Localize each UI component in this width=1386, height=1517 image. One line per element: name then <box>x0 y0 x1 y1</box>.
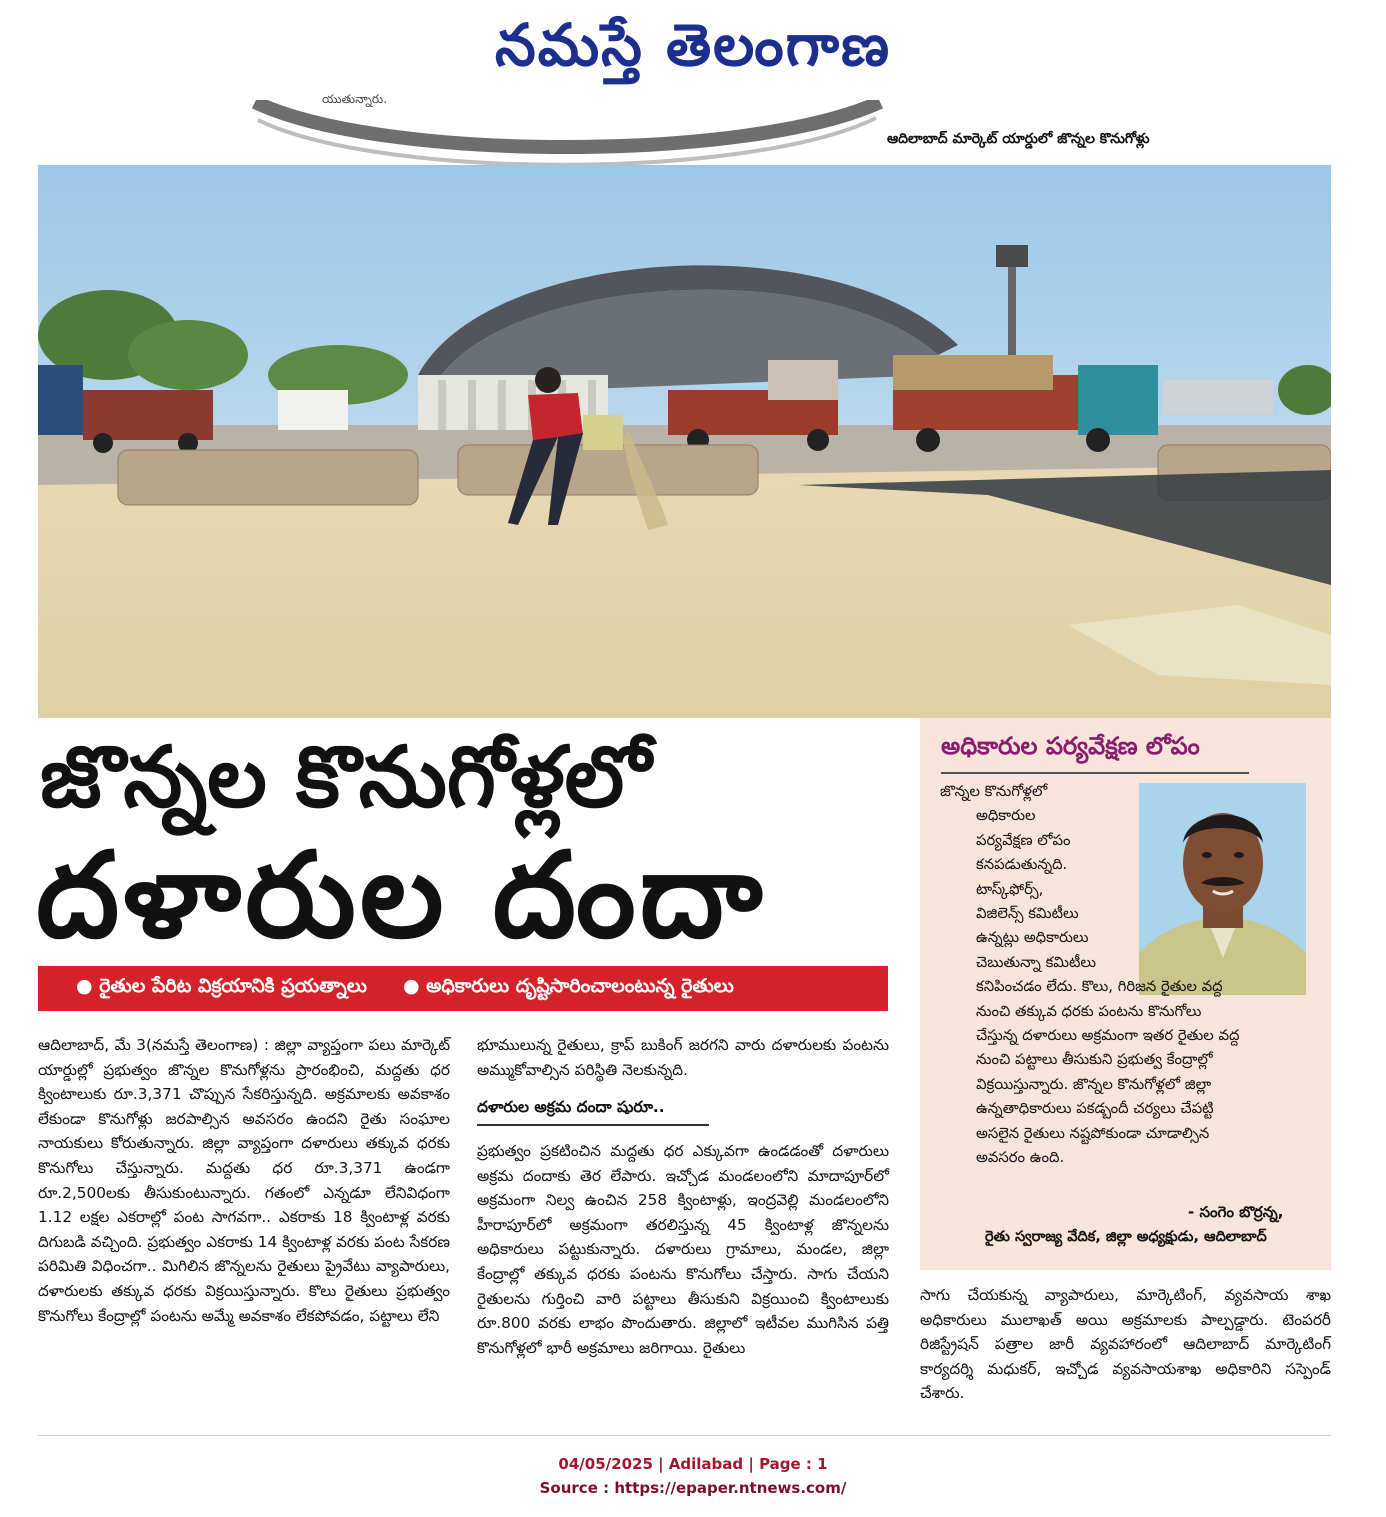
sidebar-line: పర్యవేక్షణ లోపం <box>976 831 1071 849</box>
masthead-title: నమస్తే తెలంగాణ <box>495 11 891 79</box>
headline-line-2: దళారుల దందా <box>36 826 767 964</box>
sidebar-quote <box>940 780 1315 1171</box>
sidebar-author: - సంగెం బొర్రన్న, <box>1188 1203 1284 1221</box>
sidebar-line: అసలైన రైతులు నష్టపోకుండా చూడాల్సిన <box>976 1124 1210 1142</box>
subhead-item-2: ● అధికారులు దృష్టిసారించాలంటున్న రైతులు <box>403 975 734 1002</box>
article-column-middle-top: భూములున్న రైతులు, క్రాప్ బుకింగ్ జరగని వారు దళారులకు పంటను అమ్ముకోవాల్సిన పరిస్థితి నెలకున్నది. <box>477 1036 889 1079</box>
sidebar-line: కనపడుతున్నది. <box>976 856 1068 874</box>
sidebar-line: కనిపించడం లేదు. కొలు, గిరిజన రైతుల వద్ద <box>976 978 1223 996</box>
sidebar-line: చేస్తున్న దళారులు అక్రమంగా ఇతర రైతుల వద్ద <box>976 1027 1240 1045</box>
sidebar-line: అవసరం ఉంది. <box>976 1149 1065 1167</box>
sidebar-line: నుంచి పట్టాలు తీసుకుని ప్రభుత్వ కేంద్రాల్లో <box>976 1051 1213 1069</box>
sidebar-line: జొన్నల కొనుగోళ్లలో <box>940 783 1048 800</box>
market-yard-photo <box>38 165 1331 718</box>
headline-line-1: జొన్నల కొనుగోళ్లలో <box>40 728 652 826</box>
sidebar-line: విజిలెన్స్ కమిటీలు <box>976 905 1079 923</box>
footer-source-line: Source : https://epaper.ntnews.com/ <box>539 1479 847 1497</box>
bottom-divider <box>38 1435 1331 1436</box>
top-text-fragment: యుతున్నారు. <box>322 92 388 106</box>
subhead-bar <box>38 966 888 1011</box>
sidebar-line: ఉన్నతాధికారులు పకడ్బందీ చర్యలు చేపట్టి <box>976 1100 1214 1118</box>
sidebar-line: నుంచి తక్కువ ధరకు పంటను కొనుగోలు <box>976 1002 1202 1020</box>
article-subheading: దళారుల అక్రమ దందా షురూ.. <box>477 1098 709 1126</box>
sidebar-line: విక్రయిస్తున్నారు. జొన్నల కొనుగోళ్లలో జిల్లా <box>976 1075 1212 1093</box>
sidebar-title: అధికారుల పర్యవేక్షణ లోపం <box>941 732 1249 774</box>
sidebar-author-title: రైతు స్వరాజ్య వేదిక, జిల్లా అధ్యక్షుడు, ఆదిలాబాద్ <box>985 1229 1267 1245</box>
footer-date-line: 04/05/2025 | Adilabad | Page : 1 <box>558 1455 828 1473</box>
sidebar-line: ఉన్నట్లు అధికారులు <box>976 929 1089 947</box>
sidebar-line: అధికారుల <box>976 807 1036 825</box>
photo-caption: ఆదిలాబాద్ మార్కెట్ యార్డులో జొన్నల కొనుగోళ్లు <box>887 131 1150 147</box>
sidebar-line: చెబుతున్నా కమిటీలు <box>976 953 1097 971</box>
subhead-item-1: ● రైతుల పేరిట విక్రయానికి ప్రయత్నాలు <box>76 975 367 1002</box>
article-column-left: ఆదిలాబాద్, మే 3(నమస్తే తెలంగాణ) : జిల్లా వ్యాప్తంగా పలు మార్కెట్ యార్డుల్లో ప్రభుత్వం జొన్నల కొనుగోళ్లను ప్రారంభించి, మద్దతు ధర క్వింటాలుకు రూ.3,371 చొప్పున సేకరిస్తున్నది. అక్రమాలకు అవకాశం లేకుండా కొనుగోళ్లు జరపాల్సిన అవసరం ఉందని రైతు సంఘాల నాయకులు కోరుతున్నారు. జిల్లా వ్యాప్తంగా దళారులు తక్కువ ధరకు కొనుగోలు చేస్తున్నారు. మద్దతు ధర రూ.3,371 ఉండగా రూ.2,500లకు తీసుకుంటున్నారు. గతంలో ఎన్నడూ లేనివిధంగా 1.12 లక్షల ఎకరాల్లో పంట సాగవగా.. ఎకరాకు 18 క్వింటాళ్ల వరకు దిగుబడి వచ్చింది. ప్రభుత్వం ఎకరాకు 14 క్వింటాళ్ల వరకు పంట సేకరణ పరిమితి విధించగా.. మిగిలిన జొన్నలను రైతులు ప్రైవేటు వ్యాపారులు, దళారులకు తక్కువ ధరకు విక్రయిస్తున్నారు. కొలు రైతులు ప్రభుత్వం కొనుగోలు కేంద్రాల్లో పంటను అమ్మే అవకాశం లేకపోవడం, పట్టాలు లేని <box>38 1036 450 1325</box>
article-column-right: సాగు చేయకున్న వ్యాపారులు, మార్కెటింగ్, వ్యవసాయ శాఖ అధికారులు ములాఖత్ అయి అక్రమాలకు పాల్పడ్డారు. టెంపరరీ రిజిస్ట్రేషన్ పత్రాల జారీ వ్యవహారంలో ఆదిలాబాద్ మార్కెటింగ్ కార్యదర్శి మధుకర్, ఇచ్చోడ వ్యవసాయశాఖ అధికారిని సస్పెండ్ చేశారు. <box>920 1286 1331 1403</box>
article-column-middle-bottom: ప్రభుత్వం ప్రకటించిన మద్దతు ధర ఎక్కువగా ఉండడంతో దళారులు అక్రమ దందాకు తెర లేపారు. ఇచ్చోడ మండలంలోని మాదాపూర్‌లో అక్రమంగా నిల్వ ఉంచిన 258 క్వింటాళ్లు, ఇంద్రవెల్లి మండలంలోని హీరాపూర్‌లో అక్రమంగా తరలిస్తున్న 45 క్వింటాళ్ల జొన్నలను అధికారులు పట్టుకున్నారు. దళారులు గ్రామాలు, మండల, జిల్లా కేంద్రాల్లో తక్కువ ధరకు పంటను కొనుగోలు చేస్తారు. సాగు చేయని రైతులను గుర్తించి వారి పట్టాలు తీసుకుని విక్రయించి క్వింటాలుకు రూ.800 వరకు లాభం పొందుతారు. జిల్లాలో ఇటీవల ముగిసిన పత్తి కొనుగోళ్లలో భారీ అక్రమాలు జరిగాయి. రైతులు <box>477 1142 889 1357</box>
sidebar-line: టాస్క్‌ఫోర్స్, <box>976 880 1044 898</box>
